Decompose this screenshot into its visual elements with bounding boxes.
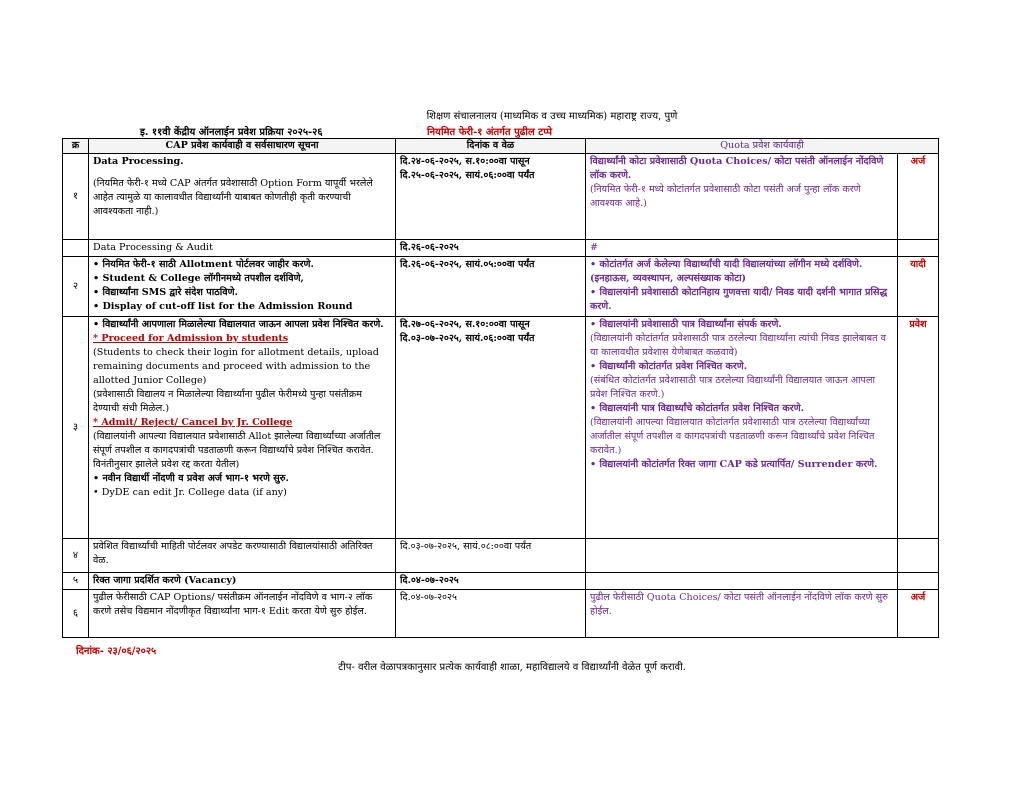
tag-cell xyxy=(898,240,939,257)
cap-cell xyxy=(89,257,396,317)
sr-cell xyxy=(63,240,89,257)
quota-cell xyxy=(586,317,898,539)
cap-bullet: • DyDE can edit Jr. College data (if any) xyxy=(93,487,287,498)
date-to: दि.०३-०७-२०२५, सायं.०६:००वा पर्यंत xyxy=(400,333,535,344)
quota-bullet: • कोटांतर्गत अर्ज केलेल्या विद्यार्थ्यांची यादी विद्यालयांच्या लॉगीन मध्ये दर्शविणे. (इनहाऊस, व्यवस्थापन, अल्पसंख्याक कोटा) xyxy=(590,259,863,284)
table-row xyxy=(63,590,939,638)
quota-cell: # xyxy=(586,240,898,257)
stage-tag: यादी xyxy=(898,257,939,317)
quota-bullet: • विद्यालयांनी प्रवेशासाठी पात्र विद्यार्थ्यांना संपर्क करणे. xyxy=(590,319,782,330)
stage-tag: अर्ज xyxy=(898,590,939,638)
cap-para: (प्रवेशासाठी विद्यालय न मिळालेल्या विद्यार्थ्यांना पुढील फेरीमध्ये पुन्हा पसंतीक्रम देण्याची संधी मिळेल.) xyxy=(93,389,362,414)
sr-cell: ५ xyxy=(63,573,89,590)
table-row xyxy=(63,539,939,573)
cap-bullet: • नवीन विद्यार्थी नोंदणी व प्रवेश अर्ज भाग-१ भरणे सुरु. xyxy=(93,473,289,484)
cap-title: Data Processing. xyxy=(93,156,184,167)
quota-bullet: • विद्यालयांनी पात्र विद्यार्थ्यांचे कोटांतर्गत प्रवेश निश्चित करणे. xyxy=(590,403,804,414)
date-cell: दि.०४-०७-२०२५ xyxy=(396,590,586,638)
quota-bullet: • विद्यालयांनी प्रवेशासाठी कोटानिहाय गुणवत्ता यादी/ निवड यादी दर्शनी भागात प्रसिद्ध करणे. xyxy=(590,287,888,312)
sr-cell: ६ xyxy=(63,590,89,638)
cap-cell: रिक्त जागा प्रदर्शित करणे (Vacancy) xyxy=(89,573,396,590)
date-cell: दि.०३-०७-२०२५, सायं.०८:००वा पर्यंत xyxy=(396,539,586,573)
stage-tag: अर्ज xyxy=(898,154,939,240)
quota-cell xyxy=(586,257,898,317)
quota-bullet: • विद्यालयांनी कोटांतर्गत रिक्त जागा CAP कडे प्रत्यार्पित/ Surrender करणे. xyxy=(590,459,878,470)
sr-cell: ४ xyxy=(63,539,89,573)
sr-cell: १ xyxy=(63,154,89,240)
table-row xyxy=(63,573,939,590)
round-subtitle: नियमित फेरी-१ अंतर्गत पुढील टप्पे xyxy=(427,127,553,138)
sr-cell: २ xyxy=(63,257,89,317)
tag-cell xyxy=(898,539,939,573)
cap-para: (Students to check their login for allotment details, upload remaining documents and proceed with admission to the allotted Junior College) xyxy=(93,347,379,386)
cap-bullet: • Student & College लॉगीनमध्ये तपशील दर्शविणे, xyxy=(93,273,304,284)
table-header-row xyxy=(63,139,939,154)
quota-bullet: • विद्यार्थ्यांनी कोटांतर्गत प्रवेश निश्चित करणे. xyxy=(590,361,748,372)
footer-note: टीप- वरील वेळापत्रकानुसार प्रत्येक कार्यवाही शाळा, महाविद्यालये व विद्यार्थ्यांनी वेळेत पूर्ण करावी. xyxy=(338,662,686,673)
col-quota: Quota प्रवेश कार्यवाही xyxy=(586,139,939,154)
col-date: दिनांक व वेळ xyxy=(396,139,586,154)
schedule-table xyxy=(62,138,939,638)
admit-reject-cancel-link: * Admit/ Reject/ Cancel by Jr. College xyxy=(93,417,293,428)
cap-bullet: • विद्यार्थ्यांना SMS द्वारे संदेश पाठविणे. xyxy=(93,287,238,298)
cap-cell xyxy=(89,317,396,539)
quota-note: (नियमित फेरी-१ मध्ये कोटांतर्गत प्रवेशासाठी कोटा पसंती अर्ज पुन्हा लॉक करणे आवश्यक आहे.) xyxy=(590,184,861,209)
date-cell: दि.२६-०६-२०२५, सायं.०५:००वा पर्यंत xyxy=(396,257,586,317)
cap-note: (नियमित फेरी-१ मध्ये CAP अंतर्गत प्रवेशासाठी Option Form यापूर्वी भरलेले आहेत त्यामुळे या कालावधीत विद्यार्थ्यांनी याबाबत कोणतीही कृती करण्याची आवश्यकता नाही.) xyxy=(93,178,373,217)
col-sr: क्र xyxy=(63,139,89,154)
date-cell xyxy=(396,317,586,539)
date-from: दि.२७-०६-२०२५, स.१०:००वा पासून xyxy=(400,319,530,330)
cap-cell: पुढील फेरीसाठी CAP Options/ पसंतीक्रम ऑनलाईन नोंदविणे व भाग-२ लॉक करणे तसेच विद्यमान नोंदणीकृत विद्यार्थ्यांना भाग-१ Edit करता येणे सुरु होईल. xyxy=(89,590,396,638)
office-heading: शिक्षण संचालनालय (माध्यमिक व उच्च माध्यमिक) महाराष्ट्र राज्य, पुणे xyxy=(426,111,678,122)
quota-cell: पुढील फेरीसाठी Quota Choices/ कोटा पसंती ऑनलाईन नोंदविणे लॉक करणे सुरु होईल. xyxy=(586,590,898,638)
table-row xyxy=(63,240,939,257)
stage-tag: प्रवेश xyxy=(898,317,939,539)
table-row xyxy=(63,317,939,539)
quota-para: (संबंधित कोटांतर्गत प्रवेशासाठी पात्र ठरलेल्या विद्यार्थ्यांनी विद्यालयात जाऊन आपला प्रवेश निश्चित करणे.) xyxy=(590,375,875,400)
quota-cell xyxy=(586,539,898,573)
cap-bullet: • विद्यार्थ्यांनी आपणाला मिळालेल्या विद्यालयात जाऊन आपला प्रवेश निश्चित करणे. xyxy=(93,319,384,330)
col-cap: CAP प्रवेश कार्यवाही व सर्वसाधारण सूचना xyxy=(89,139,396,154)
quota-para: (विद्यालयांनी आपल्या विद्यालयात कोटांतर्गत प्रवेशासाठी पात्र ठरलेल्या विद्यार्थ्यांच्या अर्जातील संपूर्ण तपशील व कागदपत्रांची पडताळणी करून विद्यार्थ्यांचे प्रवेश निश्चित करावेत.) xyxy=(590,417,875,456)
date-cell: दि.२६-०६-२०२५ xyxy=(396,240,586,257)
cap-para: (विद्यालयांनी आपल्या विद्यालयात प्रवेशासाठी Allot झालेल्या विद्यार्थ्यांच्या अर्जातील संपूर्ण तपशील व कागदपत्रांची पडताळणी करून विद्यार्थ्यांचे प्रवेश निश्चित करावेत. विनंतीनुसार झालेले प्रवेश रद्द करता येतील) xyxy=(93,431,381,470)
cap-cell: प्रवेशित विद्यार्थ्यांची माहिती पोर्टलवर अपडेट करण्यासाठी विद्यालयांसाठी अतिरिक्त वेळ. xyxy=(89,539,396,573)
date-cell xyxy=(396,154,586,240)
date-to: दि.२५-०६-२०२५, सायं.०६:००वा पर्यंत xyxy=(400,170,535,181)
table-row xyxy=(63,257,939,317)
cap-cell xyxy=(89,154,396,240)
process-title: इ. ११वी केंद्रीय ऑनलाईन प्रवेश प्रक्रिया २०२५-२६ xyxy=(140,127,323,138)
issue-date: दिनांक- २३/०६/२०२५ xyxy=(76,646,157,657)
date-cell: दि.०४-०७-२०२५ xyxy=(396,573,586,590)
tag-cell xyxy=(898,573,939,590)
cap-bullet: • Display of cut-off list for the Admission Round xyxy=(93,301,353,312)
date-from: दि.२४-०६-२०२५, स.१०:००वा पासून xyxy=(400,156,530,167)
cap-bullet: • नियमित फेरी-१ साठी Allotment पोर्टलवर जाहीर करणे. xyxy=(93,259,314,270)
cap-cell: Data Processing & Audit xyxy=(89,240,396,257)
quota-title: विद्यार्थ्यांनी कोटा प्रवेशासाठी Quota Choices/ कोटा पसंती ऑनलाईन नोंदविणे लॉक करणे. xyxy=(590,156,884,181)
quota-para: (विद्यालयांनी कोटांतर्गत प्रवेशासाठी पात्र ठरलेल्या विद्यार्थ्यांना त्यांची निवड झालेबाबत व या कालावधीत प्रवेशास येणेबाबत कळवावे) xyxy=(590,333,886,358)
quota-cell xyxy=(586,154,898,240)
proceed-admission-link: * Proceed for Admission by students xyxy=(93,333,289,344)
table-row xyxy=(63,154,939,240)
sr-cell: ३ xyxy=(63,317,89,539)
quota-cell xyxy=(586,573,898,590)
